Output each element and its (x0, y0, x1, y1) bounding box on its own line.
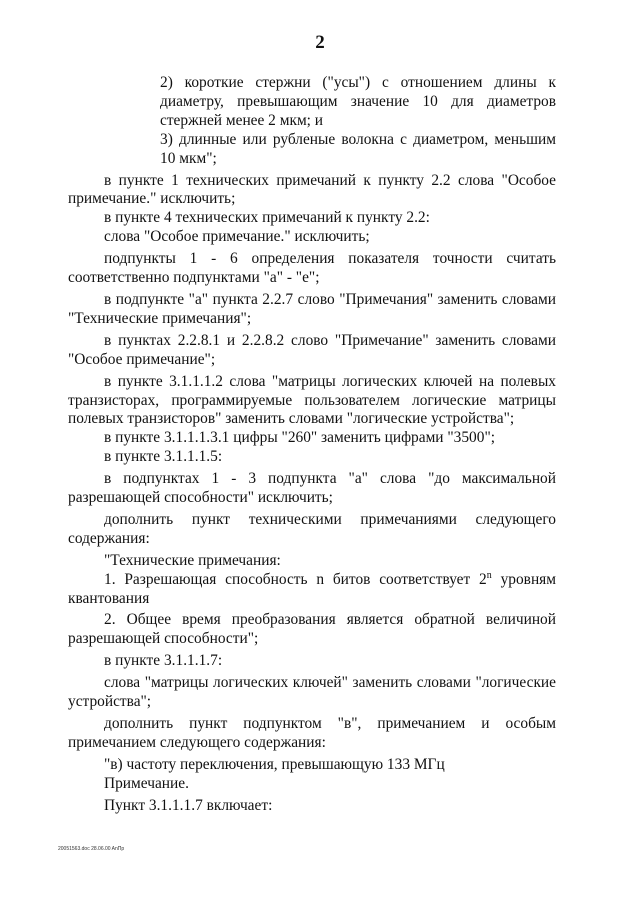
paragraph: слова "матрицы логических ключей" заменить словами "логические устройства"; (68, 674, 556, 711)
paragraph: в подпункте "а" пункта 2.2.7 слово "Примечания" заменить словами "Технические примечания"; (68, 290, 556, 327)
paragraph: дополнить пункт подпунктом "в", примечанием и особым примечанием следующего содержания: (68, 715, 556, 751)
paragraph: в пункте 3.1.1.1.7: (104, 652, 223, 670)
paragraph: в пункте 4 технических примечаний к пункту 2.2: (104, 209, 430, 227)
paragraph: в пункте 1 технических примечаний к пункту 2.2 слова "Особое примечание." исключить; (68, 171, 556, 208)
paragraph: "Технические примечания: (104, 551, 281, 569)
paragraph: в пункте 3.1.1.1.5: (104, 448, 223, 466)
footer-file-info: 20051563.doc 28.06.00 AnПр (58, 846, 125, 852)
paragraph: Пункт 3.1.1.1.7 включает: (104, 796, 273, 814)
paragraph: 2) короткие стержни ("усы") с отношением длины к диаметру, превышающим значение 10 для диаметров стержней менее 2 мкм; и (160, 74, 556, 129)
paragraph: Примечание. (104, 774, 189, 792)
paragraph: в пунктах 2.2.8.1 и 2.2.8.2 слово "Примечание" заменить словами "Особое примечание"; (68, 331, 556, 368)
paragraph (68, 571, 556, 609)
document-body (68, 74, 556, 816)
paragraph: в пункте 3.1.1.1.2 слова "матрицы логических ключей на полевых транзисторах, программируемые пользователем логические матрицы полевых транзисторов" заменить словами "логические устройства"; (68, 372, 556, 428)
superscript: n (486, 569, 492, 581)
paragraph-text: уровням квантования (68, 570, 556, 607)
paragraph: в пункте 3.1.1.1.3.1 цифры "260" заменить цифрами "3500"; (104, 429, 496, 447)
page-number: 2 (315, 32, 325, 53)
paragraph: подпункты 1 - 6 определения показателя точности считать соответственно подпунктами "а" - "е"; (68, 250, 556, 287)
paragraph: дополнить пункт техническими примечаниями следующего содержания: (68, 510, 556, 547)
paragraph: слова "Особое примечание." исключить; (104, 228, 370, 246)
paragraph: 3) длинные или рубленые волокна с диаметром, меньшим 10 мкм"; (160, 130, 556, 167)
paragraph: 2. Общее время преобразования является обратной величиной разрешающей способности"; (68, 611, 556, 648)
paragraph-text: 1. Разрешающая способность n битов соответствует 2 (104, 570, 487, 588)
paragraph: "в) частоту переключения, превышающую 133 МГц (104, 755, 445, 773)
paragraph: в подпунктах 1 - 3 подпункта "а" слова "до максимальной разрешающей способности" исключить; (68, 470, 556, 507)
